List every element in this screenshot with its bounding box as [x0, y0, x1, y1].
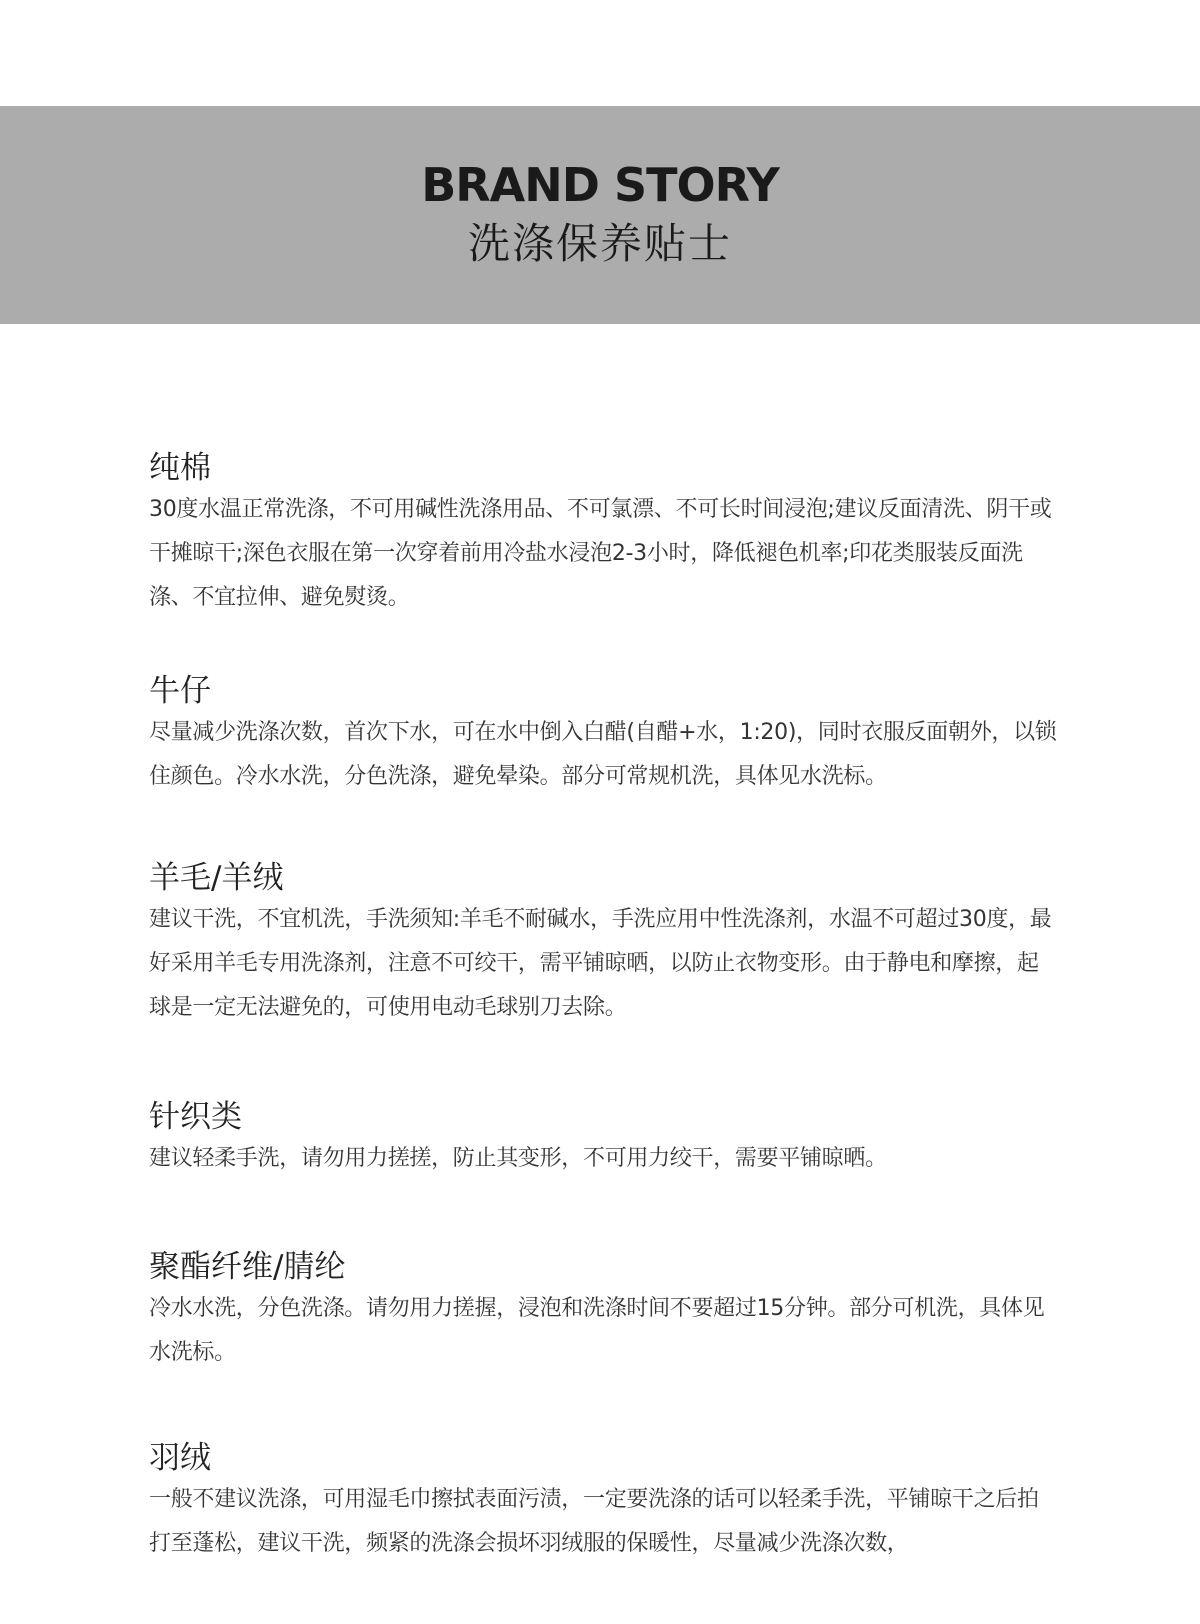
section-polyester — [149, 1247, 1059, 1375]
section-title: 聚酯纤维/腈纶 — [149, 1249, 346, 1285]
section-title: 针织类 — [149, 1099, 242, 1135]
section-body: 建议轻柔手洗，请勿用力搓搓，防止其变形，不可用力绞干，需要平铺晾晒。 — [149, 1146, 887, 1171]
section-title: 纯棉 — [149, 450, 211, 486]
header-banner — [0, 106, 1200, 324]
section-body: 尽量减少洗涤次数，首次下水，可在水中倒入白醋(自醋+水，1:20)，同时衣服反面朝外，以锁住颜色。冷水水洗，分色洗涤，避免晕染。部分可常规机洗，具体见水洗标。 — [149, 720, 1057, 789]
section-body: 冷水水洗，分色洗涤。请勿用力搓握，浸泡和洗涤时间不要超过15分钟。部分可机洗，具体见水洗标。 — [149, 1296, 1045, 1365]
section-wool — [149, 858, 1059, 1030]
section-body: 30度水温正常洗涤，不可用碱性洗涤用品、不可氯漂、不可长时间浸泡;建议反面清洗、阴干或干摊晾干;深色衣服在第一次穿着前用冷盐水浸泡2-3小时，降低褪色机率;印花类服装反面洗涤、不宜拉伸、避免熨烫。 — [149, 497, 1052, 610]
section-body: 建议干洗，不宜机洗，手洗须知:羊毛不耐碱水，手洗应用中性洗涤剂，水温不可超过30度，最好采用羊毛专用洗涤剂，注意不可绞干，需平铺晾晒，以防止衣物变形。由于静电和摩擦，起球是一定无法避免的，可使用电动毛球别刀去除。 — [149, 907, 1052, 1020]
section-cotton — [149, 448, 1059, 620]
header-title-en: BRAND STORY — [421, 158, 779, 212]
header-title-cn: 洗涤保养贴士 — [467, 219, 732, 268]
section-body: 一般不建议洗涤，可用湿毛巾擦拭表面污渍，一定要洗涤的话可以轻柔手洗，平铺晾干之后拍打至蓬松，建议干洗，频紧的洗涤会损坏羽绒服的保暖性，尽量减少洗涤次数， — [149, 1487, 1039, 1556]
section-title: 羽绒 — [149, 1440, 211, 1476]
section-down — [149, 1438, 1059, 1566]
section-title: 羊毛/羊绒 — [149, 860, 284, 896]
section-denim — [149, 671, 1059, 799]
section-title: 牛仔 — [149, 673, 211, 709]
section-knitwear — [149, 1097, 1059, 1181]
